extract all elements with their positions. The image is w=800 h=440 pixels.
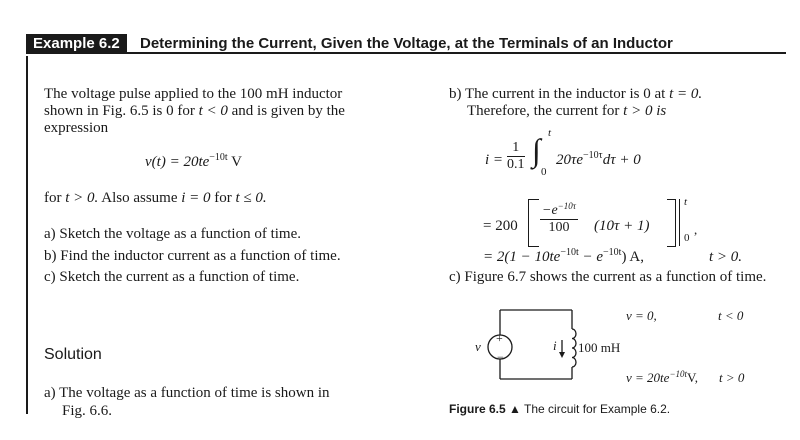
eq1-lhs: i = bbox=[485, 152, 504, 168]
part-b-line-1: b) The current in the inductor is 0 at t = 0. bbox=[449, 86, 703, 102]
eq1-fraction: $\frac{1}{0.1}$ bbox=[507, 140, 525, 172]
example-badge: Example 6.2 bbox=[26, 34, 127, 53]
fig-v1-cond: t > 0 bbox=[719, 370, 745, 385]
source-label: v bbox=[475, 339, 481, 354]
problem-line-1: The voltage pulse applied to the 100 mH inductor bbox=[44, 86, 343, 102]
source-plus: + bbox=[496, 331, 503, 345]
figure-caption: Figure 6.5 ▲ The circuit for Example 6.2. bbox=[449, 402, 671, 416]
eq1-body: $20\tau e^{-10\tau}d\tau + 0$ bbox=[556, 150, 641, 168]
fig-v0: v = 0, bbox=[626, 308, 657, 323]
integral-sign-1: ∫ bbox=[532, 132, 541, 168]
assumption-line: for t > 0. Also assume i = 0 for t ≤ 0. bbox=[44, 190, 267, 206]
eq2-upper-limit: t bbox=[684, 196, 688, 208]
question-a: a) Sketch the voltage as a function of time. bbox=[44, 226, 301, 242]
left-margin-rule bbox=[26, 56, 28, 414]
fig-v1: $v = 20te^{-10t}V$, bbox=[626, 369, 698, 385]
header-rule bbox=[26, 52, 786, 54]
current-arrow-head-icon bbox=[559, 352, 565, 358]
inductor-label: 100 mH bbox=[578, 340, 621, 355]
question-c: c) Sketch the current as a function of time. bbox=[44, 269, 300, 285]
eq1-lower-limit: 0 bbox=[541, 166, 547, 178]
solution-heading: Solution bbox=[44, 346, 102, 363]
eq2-eval-bar bbox=[679, 199, 680, 246]
eq2-left-bracket bbox=[528, 199, 539, 247]
inductor-coil-icon bbox=[572, 329, 576, 367]
eq2-lhs: = 200 bbox=[483, 218, 518, 234]
voltage-equation: $v(t) = 20te^{-10t}$ V bbox=[145, 152, 243, 170]
example-title: Determining the Current, Given the Voltage, at the Terminals of an Inductor bbox=[140, 35, 673, 52]
source-minus: − bbox=[497, 350, 504, 364]
eq2-middle: (10τ + 1) bbox=[594, 218, 650, 234]
eq3-condition: t > 0. bbox=[709, 249, 743, 265]
problem-line-2: shown in Fig. 6.5 is 0 for t < 0 and is given by the bbox=[44, 103, 345, 119]
eq2-right-bracket bbox=[667, 199, 676, 247]
solution-a-line-2: Fig. 6.6. bbox=[62, 403, 113, 419]
eq2-lower-limit: 0 bbox=[684, 232, 690, 244]
problem-line-3: expression bbox=[44, 120, 109, 136]
solution-a-line-1: a) The voltage as a function of time is shown in bbox=[44, 385, 330, 401]
eq2-fraction: $\frac{-e^{-10\tau}}{100}$ bbox=[542, 201, 576, 235]
eq3: = $2(1 - 10te^{-10t} - e^{-10t})$ A, bbox=[483, 247, 644, 265]
eq1-upper-limit: t bbox=[548, 127, 552, 139]
fig-v0-cond: t < 0 bbox=[718, 308, 744, 323]
part-b-line-2: Therefore, the current for t > 0 is bbox=[467, 103, 667, 119]
current-label: i bbox=[553, 338, 557, 353]
question-b: b) Find the inductor current as a function of time. bbox=[44, 248, 341, 264]
part-c-line: c) Figure 6.7 shows the current as a function of time. bbox=[449, 269, 767, 285]
eq2-comma: , bbox=[694, 222, 698, 237]
